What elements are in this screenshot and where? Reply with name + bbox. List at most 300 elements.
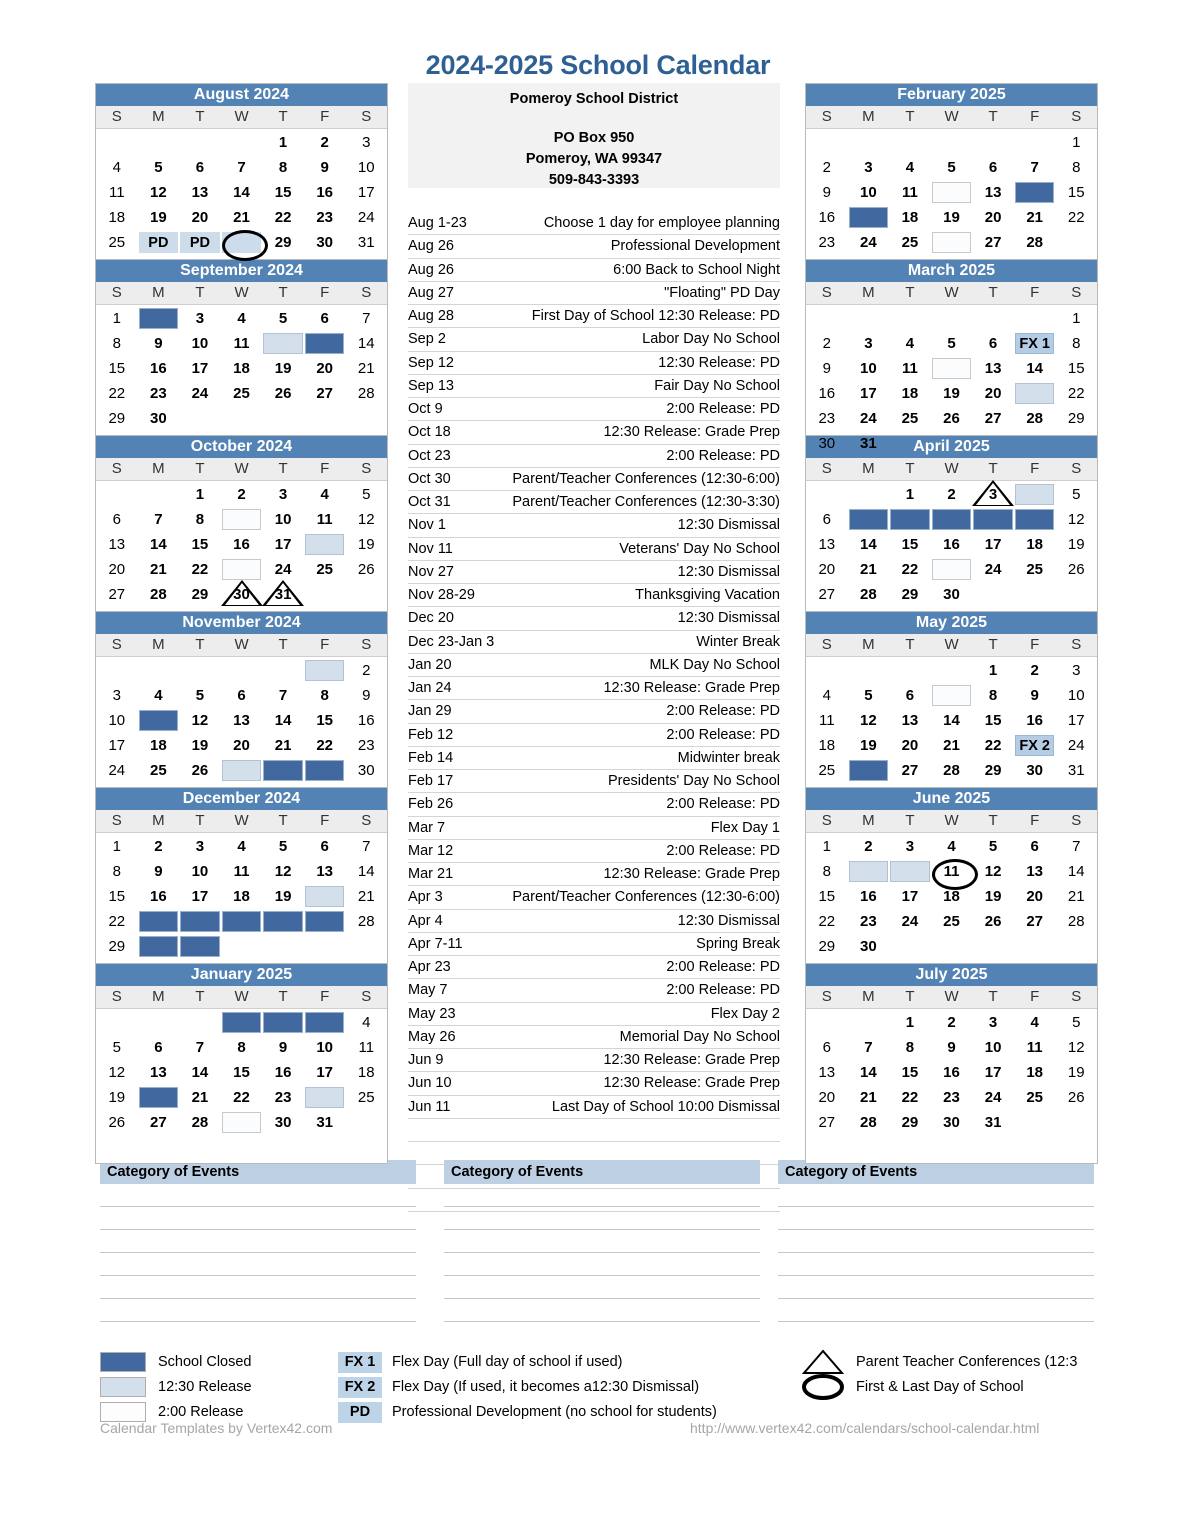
day-of-week-label: T <box>905 988 915 1005</box>
day-cell <box>304 205 346 230</box>
day-number: 24 <box>108 762 126 779</box>
day-number: 15 <box>191 536 209 553</box>
day-cell <box>806 708 848 733</box>
day-number: 27 <box>901 762 919 779</box>
day-cell <box>96 582 138 607</box>
day-of-week-label: S <box>821 284 832 301</box>
event-date: Aug 28 <box>408 308 454 325</box>
month-title: June 2025 <box>806 788 1097 810</box>
day-number: 26 <box>1067 561 1085 578</box>
event-row <box>408 700 780 723</box>
day-number: 17 <box>191 360 209 377</box>
day-cell <box>889 658 931 683</box>
day-cell <box>1014 130 1056 155</box>
category-blank-line[interactable] <box>778 1276 1094 1299</box>
day-of-week-row <box>96 106 387 129</box>
day-cell <box>931 758 973 783</box>
event-date: Mar 21 <box>408 866 454 883</box>
day-number: 31 <box>1067 762 1085 779</box>
day-number: 7 <box>1072 838 1081 855</box>
day-number: 28 <box>943 762 960 779</box>
day-number: 5 <box>278 838 288 855</box>
day-cell <box>138 1060 180 1085</box>
day-cell <box>179 155 221 180</box>
day-number: 16 <box>818 385 836 402</box>
day-number: 1 <box>195 486 205 503</box>
day-cell <box>889 557 931 582</box>
day-number: 1 <box>112 310 121 327</box>
day-number: 13 <box>1026 863 1044 880</box>
day-number: 17 <box>357 184 375 201</box>
day-cell <box>138 859 180 884</box>
category-blank-line[interactable] <box>444 1253 760 1276</box>
day-cell <box>221 1010 263 1035</box>
page-title: 2024-2025 School Calendar <box>425 50 771 80</box>
day-number: 26 <box>357 561 375 578</box>
day-highlight-release200 <box>222 1112 262 1133</box>
event-text: Winter Break <box>696 633 780 650</box>
day-of-week-label: W <box>944 988 959 1005</box>
day-cell <box>221 1110 263 1135</box>
day-number: 18 <box>1026 536 1044 553</box>
day-cell <box>972 507 1014 532</box>
day-number: 20 <box>316 360 334 377</box>
day-cell <box>221 557 263 582</box>
day-cell <box>1014 733 1056 758</box>
day-cell <box>345 205 387 230</box>
day-cell <box>96 1060 138 1085</box>
day-number: 12 <box>1067 1039 1085 1056</box>
day-number: 3 <box>864 335 873 352</box>
day-number: 31 <box>274 586 292 603</box>
day-number: 27 <box>984 234 1002 251</box>
day-cell <box>262 934 304 959</box>
day-highlight-closed <box>849 509 889 530</box>
day-cell <box>304 1085 346 1110</box>
day-cell <box>848 683 890 708</box>
day-cell <box>262 658 304 683</box>
category-blank-line[interactable] <box>100 1207 416 1230</box>
day-cell <box>179 306 221 331</box>
day-cell <box>345 859 387 884</box>
day-number: 21 <box>1067 888 1085 905</box>
district-city-state-zip: Pomeroy, WA 99347 <box>525 151 663 167</box>
footer-credit: Calendar Templates by Vertex42.com <box>100 1420 333 1436</box>
day-number: 24 <box>357 209 375 226</box>
day-cell <box>1014 230 1056 255</box>
day-cell <box>304 884 346 909</box>
week-row <box>806 230 1097 255</box>
day-cell <box>806 306 848 331</box>
day-of-week-row <box>806 634 1097 657</box>
event-row <box>408 1026 780 1049</box>
day-cell <box>1055 180 1097 205</box>
day-cell <box>972 859 1014 884</box>
event-row <box>408 979 780 1002</box>
day-of-week-label: T <box>905 284 915 301</box>
legend-row <box>800 1375 1077 1399</box>
day-number: 7 <box>237 159 246 176</box>
category-blank-line[interactable] <box>444 1184 760 1207</box>
day-number: 9 <box>154 863 163 880</box>
day-number: 8 <box>822 863 831 880</box>
category-blank-line[interactable] <box>444 1207 760 1230</box>
day-number: 14 <box>191 1064 209 1081</box>
day-number: 4 <box>237 310 246 327</box>
day-cell <box>138 884 180 909</box>
day-cell <box>221 834 263 859</box>
day-number: 29 <box>274 234 292 251</box>
category-blank-line[interactable] <box>100 1276 416 1299</box>
day-cell <box>1055 834 1097 859</box>
legend-label: School Closed <box>158 1354 252 1370</box>
day-number: 18 <box>150 737 167 754</box>
category-box-1 <box>100 1160 416 1322</box>
day-cell <box>345 130 387 155</box>
day-of-week-label: W <box>944 108 959 125</box>
day-cell <box>179 532 221 557</box>
day-number: 12 <box>191 712 209 729</box>
day-number: 18 <box>233 360 250 377</box>
day-cell <box>848 859 890 884</box>
day-number: 31 <box>316 1114 334 1131</box>
day-number: 15 <box>1067 360 1085 377</box>
day-number: 5 <box>154 159 163 176</box>
event-row <box>408 654 780 677</box>
day-of-week-label: T <box>905 812 915 829</box>
day-number: 25 <box>818 762 836 779</box>
day-cell <box>138 406 180 431</box>
day-number: 18 <box>901 385 919 402</box>
month-title: January 2025 <box>96 964 387 986</box>
day-number: 21 <box>191 1089 209 1106</box>
day-number: 14 <box>943 712 960 729</box>
day-cell <box>931 331 973 356</box>
day-number: 9 <box>947 1039 956 1056</box>
day-cell <box>262 331 304 356</box>
day-number: 2 <box>822 159 831 176</box>
day-cell <box>345 155 387 180</box>
day-cell <box>221 1060 263 1085</box>
day-number: 7 <box>362 838 371 855</box>
day-cell <box>304 834 346 859</box>
day-cell <box>806 934 848 959</box>
week-row <box>806 683 1097 708</box>
category-blank-line[interactable] <box>100 1184 416 1207</box>
week-row <box>806 658 1097 683</box>
day-highlight-closed <box>222 911 262 932</box>
day-number: 22 <box>1067 209 1085 226</box>
day-number: 22 <box>233 1089 250 1106</box>
day-number: 27 <box>108 586 126 603</box>
day-cell <box>221 1085 263 1110</box>
week-row <box>806 381 1097 406</box>
day-cell <box>848 356 890 381</box>
category-blank-line[interactable] <box>778 1207 1094 1230</box>
week-row <box>96 532 387 557</box>
day-number: 26 <box>108 1114 126 1131</box>
day-cell <box>262 683 304 708</box>
day-number: 17 <box>108 737 126 754</box>
day-cell <box>806 1010 848 1035</box>
day-cell <box>262 1110 304 1135</box>
day-cell <box>972 230 1014 255</box>
day-number: 5 <box>864 687 873 704</box>
day-of-week-label: T <box>278 988 288 1005</box>
day-cell <box>972 733 1014 758</box>
week-row <box>96 934 387 959</box>
day-cell <box>304 306 346 331</box>
legend-swatch-r200 <box>100 1402 146 1422</box>
week-row <box>96 1010 387 1035</box>
week-row <box>806 859 1097 884</box>
day-cell <box>96 356 138 381</box>
category-blank-line[interactable] <box>778 1299 1094 1322</box>
day-cell <box>138 532 180 557</box>
day-cell <box>1014 180 1056 205</box>
day-cell <box>345 557 387 582</box>
day-cell <box>1014 683 1056 708</box>
day-of-week-label: M <box>862 988 875 1005</box>
week-row <box>806 557 1097 582</box>
day-cell <box>889 884 931 909</box>
event-date: Nov 27 <box>408 563 454 580</box>
day-cell <box>221 708 263 733</box>
day-cell <box>221 909 263 934</box>
event-date: Oct 31 <box>408 494 451 511</box>
day-cell <box>179 180 221 205</box>
day-cell <box>931 1085 973 1110</box>
event-date: Oct 23 <box>408 447 451 464</box>
legend-row <box>100 1350 252 1374</box>
day-number: 29 <box>191 586 209 603</box>
event-text: Memorial Day No School <box>619 1028 780 1045</box>
day-cell <box>1055 658 1097 683</box>
legend-label: 2:00 Release <box>158 1404 244 1420</box>
day-cell <box>304 155 346 180</box>
week-row <box>806 482 1097 507</box>
day-cell <box>1014 155 1056 180</box>
category-blank-line[interactable] <box>444 1276 760 1299</box>
event-row <box>408 747 780 770</box>
day-highlight-release1230 <box>305 534 345 555</box>
day-cell <box>1055 758 1097 783</box>
day-cell <box>848 482 890 507</box>
day-number: 23 <box>357 737 375 754</box>
event-text: 6:00 Back to School Night <box>613 261 780 278</box>
day-highlight-closed <box>139 710 179 731</box>
day-number: 10 <box>1067 687 1085 704</box>
day-cell <box>848 155 890 180</box>
day-cell <box>848 406 890 431</box>
day-number: 23 <box>943 1089 960 1106</box>
day-cell <box>972 306 1014 331</box>
category-blank-line[interactable] <box>100 1299 416 1322</box>
day-number: 25 <box>233 385 250 402</box>
day-cell <box>304 683 346 708</box>
legend-label: Flex Day (If used, it becomes a12:30 Dismissal) <box>392 1379 700 1395</box>
day-cell <box>221 733 263 758</box>
day-cell <box>96 130 138 155</box>
event-text: 12:30 Release: Grade Prep <box>603 424 780 441</box>
day-cell <box>179 1010 221 1035</box>
day-number: 7 <box>1030 159 1039 176</box>
day-number: 19 <box>1067 1064 1085 1081</box>
day-cell <box>931 1035 973 1060</box>
day-of-week-label: F <box>1030 812 1040 829</box>
day-number: 6 <box>320 838 329 855</box>
day-cell <box>138 582 180 607</box>
day-highlight-closed <box>139 936 179 957</box>
category-blank-line[interactable] <box>444 1230 760 1253</box>
day-cell <box>972 1085 1014 1110</box>
event-text: 12:30 Release: Grade Prep <box>603 1075 780 1092</box>
day-cell <box>806 205 848 230</box>
day-number: 13 <box>901 712 919 729</box>
day-number: 28 <box>1067 913 1085 930</box>
day-number: 5 <box>947 159 956 176</box>
day-of-week-label: W <box>234 812 249 829</box>
day-cell <box>806 1135 848 1160</box>
day-number: 13 <box>984 184 1002 201</box>
day-number: 7 <box>154 511 163 528</box>
day-number: 5 <box>1072 486 1081 503</box>
day-number: 27 <box>1026 913 1044 930</box>
event-text: Last Day of School 10:00 Dismissal <box>551 1098 780 1115</box>
day-cell <box>345 758 387 783</box>
day-highlight-release1230 <box>222 760 262 781</box>
day-cell <box>304 482 346 507</box>
week-row <box>806 180 1097 205</box>
event-text: Fair Day No School <box>654 377 780 394</box>
day-cell <box>1055 1035 1097 1060</box>
week-row <box>806 1110 1097 1135</box>
day-number: 21 <box>150 561 167 578</box>
day-cell <box>889 1085 931 1110</box>
day-highlight-closed <box>305 760 345 781</box>
event-date: Sep 13 <box>408 377 454 394</box>
day-cell <box>262 859 304 884</box>
week-row <box>96 859 387 884</box>
event-text: Parent/Teacher Conferences (12:30-6:00) <box>512 889 780 906</box>
day-cell <box>1055 733 1097 758</box>
event-date: Apr 7-11 <box>408 935 463 952</box>
category-blank-line[interactable] <box>778 1230 1094 1253</box>
day-cell <box>1055 306 1097 331</box>
event-date: Oct 30 <box>408 470 451 487</box>
day-cell <box>221 532 263 557</box>
day-of-week-label: T <box>278 812 288 829</box>
day-cell <box>806 1060 848 1085</box>
day-cell <box>345 1010 387 1035</box>
event-row <box>408 793 780 816</box>
day-cell <box>262 356 304 381</box>
day-number: 11 <box>316 511 333 528</box>
day-number: 9 <box>822 184 831 201</box>
day-number: 17 <box>1067 712 1085 729</box>
event-date: Mar 7 <box>408 819 446 836</box>
day-cell <box>96 507 138 532</box>
day-of-week-label: S <box>111 636 122 653</box>
day-number: 11 <box>902 360 918 377</box>
day-number: 15 <box>233 1064 250 1081</box>
day-number: 23 <box>818 410 836 427</box>
event-date: Feb 17 <box>408 773 454 790</box>
day-cell <box>931 130 973 155</box>
day-number: 27 <box>150 1114 167 1131</box>
category-blank-line[interactable] <box>778 1253 1094 1276</box>
day-highlight-release1230 <box>305 1087 345 1108</box>
day-cell <box>138 758 180 783</box>
day-cell <box>931 230 973 255</box>
day-cell <box>889 306 931 331</box>
day-number: 17 <box>191 888 209 905</box>
category-blank-line[interactable] <box>100 1230 416 1253</box>
day-number: 16 <box>316 184 334 201</box>
week-row <box>96 331 387 356</box>
week-row <box>96 884 387 909</box>
event-date: Aug 1-23 <box>408 215 467 232</box>
category-blank-line[interactable] <box>778 1184 1094 1207</box>
day-cell <box>848 306 890 331</box>
day-of-week-label: T <box>988 460 998 477</box>
day-of-week-label: T <box>195 636 205 653</box>
event-row <box>408 421 780 444</box>
day-of-week-label: S <box>111 460 122 477</box>
week-row <box>806 1060 1097 1085</box>
day-cell <box>972 482 1014 507</box>
day-cell <box>848 130 890 155</box>
day-number: 4 <box>154 687 163 704</box>
day-cell <box>972 909 1014 934</box>
week-row <box>806 205 1097 230</box>
month-block-august-2024 <box>95 83 388 284</box>
day-cell <box>848 1135 890 1160</box>
day-number: 5 <box>195 687 205 704</box>
day-cell <box>304 582 346 607</box>
category-blank-line[interactable] <box>444 1299 760 1322</box>
day-of-week-label: T <box>905 108 915 125</box>
week-row <box>806 1135 1097 1160</box>
day-of-week-label: F <box>1030 284 1040 301</box>
day-cell <box>889 1110 931 1135</box>
day-number: 8 <box>320 687 329 704</box>
day-cell <box>1014 532 1056 557</box>
day-number: 12 <box>150 184 167 201</box>
week-row <box>806 834 1097 859</box>
day-of-week-row <box>96 986 387 1009</box>
day-number: 20 <box>191 209 209 226</box>
day-cell <box>221 658 263 683</box>
day-cell <box>1055 859 1097 884</box>
day-cell <box>345 733 387 758</box>
day-cell <box>1014 758 1056 783</box>
day-cell <box>889 859 931 884</box>
district-info-box <box>408 83 780 188</box>
category-blank-line[interactable] <box>100 1253 416 1276</box>
event-text: 2:00 Release: PD <box>666 842 780 859</box>
day-number: 4 <box>320 486 329 503</box>
day-number: 23 <box>274 1089 292 1106</box>
day-cell <box>1014 1085 1056 1110</box>
month-block-march-2025 <box>805 259 1098 460</box>
day-cell <box>345 884 387 909</box>
day-number: 1 <box>988 662 998 679</box>
day-cell <box>221 406 263 431</box>
day-of-week-label: S <box>1071 812 1082 829</box>
day-highlight-closed <box>305 1012 345 1033</box>
month-title: August 2024 <box>96 84 387 106</box>
